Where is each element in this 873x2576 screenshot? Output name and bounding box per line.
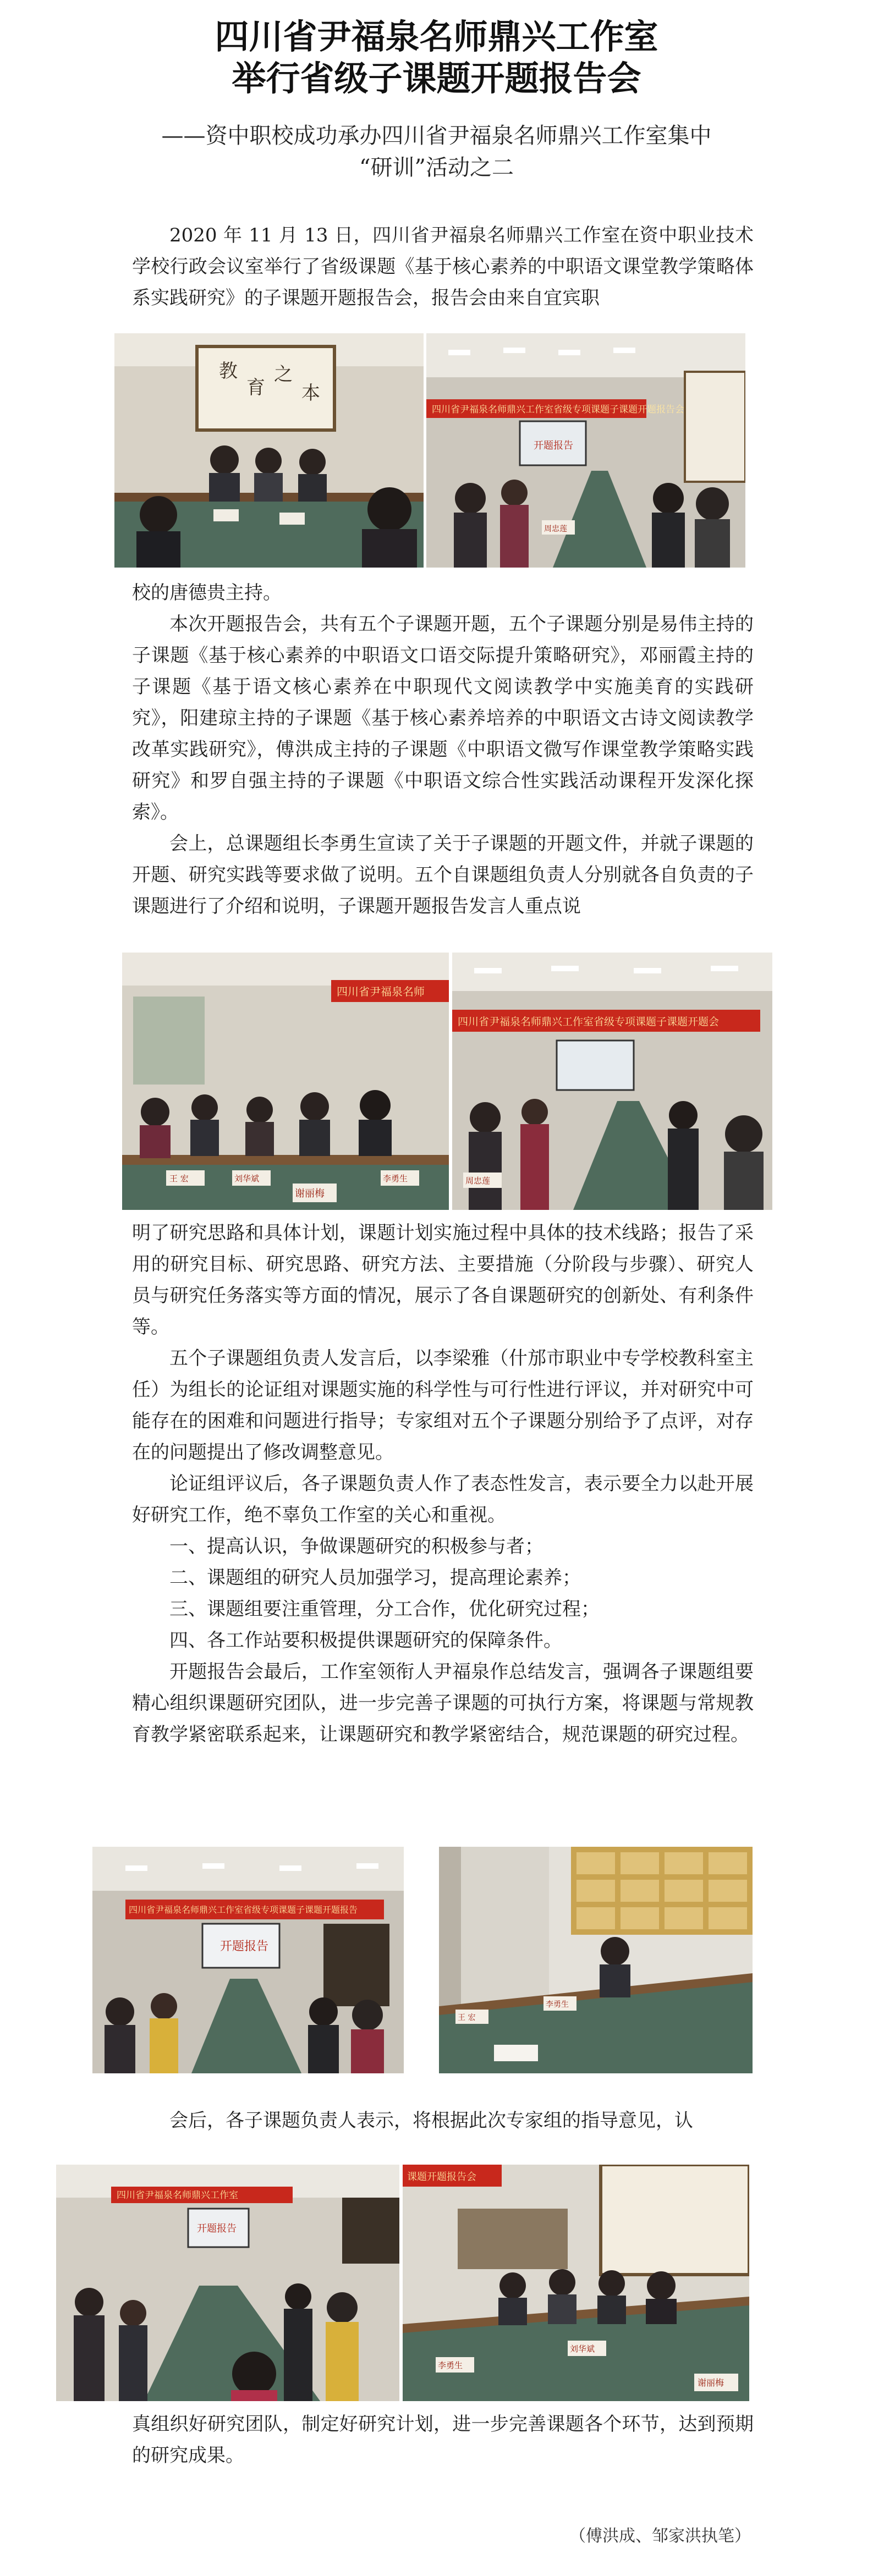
scroll-char-2: 育: [246, 377, 265, 399]
nameplate-2: 李勇生: [546, 2000, 569, 2009]
article-subtitle-line2: “研训”活动之二: [359, 155, 514, 180]
screen-text: 开题报告: [220, 1940, 269, 1953]
article-subtitle-line1: ——资中职校成功承办四川省尹福泉名师鼎兴工作室集中: [161, 123, 712, 148]
paragraph-review: 五个子课题组负责人发言后，以李梁雅（什邡市职业中专学校教科室主任）为组长的论证组对课题实施的科学性与可行性进行评议，并对研究中可能存在的困难和问题进行指导；专家组对五个子课题分别给予了点评，对存在的问题提出了修改调整意见。: [132, 1347, 754, 1463]
meeting-photo-4: [452, 953, 772, 1210]
point-2: 二、课题组的研究人员加强学习，提高理论素养；: [169, 1567, 581, 1589]
paragraph-closing-2: 真组织好研究团队，制定好研究计划，进一步完善课题各个环节，达到预期的研究成果。: [132, 2413, 754, 2467]
meeting-photo-3: [122, 953, 449, 1210]
article-title-line1: 四川省尹福泉名师鼎兴工作室: [215, 16, 658, 57]
point-1: 一、提高认识，争做课题研究的积极参与者；: [169, 1535, 543, 1557]
banner-text: 四川省尹福泉名师: [337, 985, 425, 998]
screen-text: 开题报告: [534, 440, 573, 452]
paragraph-subtopics: 本次开题报告会，共有五个子课题开题，五个子课题分别是易伟主持的子课题《基于核心素养的中职语文口语交际提升策略研究》，邓丽霞主持的子课题《基于语文核心素养在中职现代文阅读教学中实施美育的实践研究》，阳建琼主持的子课题《基于核心素养培养的中职语文古诗文阅读教学改革实践研究》，傅洪成主持的子课题《中职语文微写作课堂教学策略实践研究》和罗自强主持的子课题《中职语文综合性实践活动课程开发深化探索》。: [132, 613, 754, 823]
nameplate-text: 周忠莲: [465, 1176, 491, 1186]
nameplate-1: 王 宏: [169, 1174, 189, 1184]
banner-text: 四川省尹福泉名师鼎兴工作室省级专项课题子课题开题报告: [129, 1905, 358, 1915]
meeting-photo-1: [114, 333, 424, 568]
point-3: 三、课题组要注重管理，分工合作，优化研究过程；: [169, 1598, 600, 1620]
nameplate-1: 李勇生: [438, 2360, 463, 2370]
nameplate-3: 谢丽梅: [698, 2377, 724, 2388]
meeting-photo-2: [426, 333, 745, 568]
paragraph-response: 论证组评议后，各子课题负责人作了表态性发言，表示要全力以赴开展好研究工作，绝不辜负工作室的关心和重视。: [132, 1473, 754, 1526]
point-4: 四、各工作站要积极提供课题研究的保障条件。: [169, 1630, 562, 1652]
banner-text: 四川省尹福泉名师鼎兴工作室省级专项课题子课题开题报告会: [432, 404, 684, 415]
author-credit: （傅洪成、邹家洪执笔）: [569, 2527, 751, 2546]
banner-text: 四川省尹福泉名师鼎兴工作室: [117, 2190, 238, 2201]
meeting-photo-7: [56, 2165, 399, 2401]
meeting-photo-8: [403, 2165, 749, 2401]
nameplate-2: 刘华斌: [570, 2344, 595, 2354]
screen-text: 开题报告: [197, 2223, 237, 2234]
paragraph-meeting: 会上，总课题组长李勇生宣读了关于子课题的开题文件，并就子课题的开题、研究实践等要求做了说明。五个自课题组负责人分别就各自负责的子课题进行了介绍和说明，子课题开题报告发言人重点说: [132, 833, 754, 917]
scroll-char-1: 教: [219, 360, 238, 382]
paragraph-intro: 2020 年 11 月 13 日，四川省尹福泉名师鼎兴工作室在资中职业技术学校行政会议室举行了省级课题《基于核心素养的中职语文课堂教学策略体系实践研究》的子课题开题报告会，报告会由来自宜宾职: [132, 224, 754, 309]
meeting-photo-5: [92, 1847, 404, 2073]
nameplate-2: 刘华斌: [234, 1174, 260, 1184]
banner-text: 课题开题报告会: [407, 2171, 476, 2183]
nameplate-1: 王 宏: [458, 2013, 476, 2022]
paragraph-closing-1: 会后，各子课题负责人表示，将根据此次专家组的指导意见，认: [169, 2110, 693, 2132]
paragraph-host: 校的唐德贵主持。: [132, 582, 282, 604]
meeting-photo-6: [439, 1847, 753, 2073]
nameplate-text: 周忠莲: [544, 525, 567, 533]
nameplate-3: 谢丽梅: [295, 1188, 325, 1199]
banner-text: 四川省尹福泉名师鼎兴工作室省级专项课题子课题开题会: [458, 1016, 720, 1028]
scroll-char-4: 本: [301, 382, 320, 404]
paragraph-summary: 开题报告会最后，工作室领衔人尹福泉作总结发言，强调各子课题组要精心组织课题研究团队，进一步完善子课题的可执行方案，将课题与常规教育教学紧密联系起来，让课题研究和教学紧密结合，规范课题的研究过程。: [132, 1661, 754, 1746]
article-title-line2: 举行省级子课题开题报告会: [232, 58, 641, 98]
paragraph-report: 明了研究思路和具体计划，课题计划实施过程中具体的技术线路；报告了采用的研究目标、研究思路、研究方法、主要措施（分阶段与步骤）、研究人员与研究任务落实等方面的情况，展示了各自课题研究的创新处、有利条件等。: [132, 1222, 754, 1338]
nameplate-4: 李勇生: [383, 1174, 408, 1184]
scroll-char-3: 之: [274, 364, 293, 386]
